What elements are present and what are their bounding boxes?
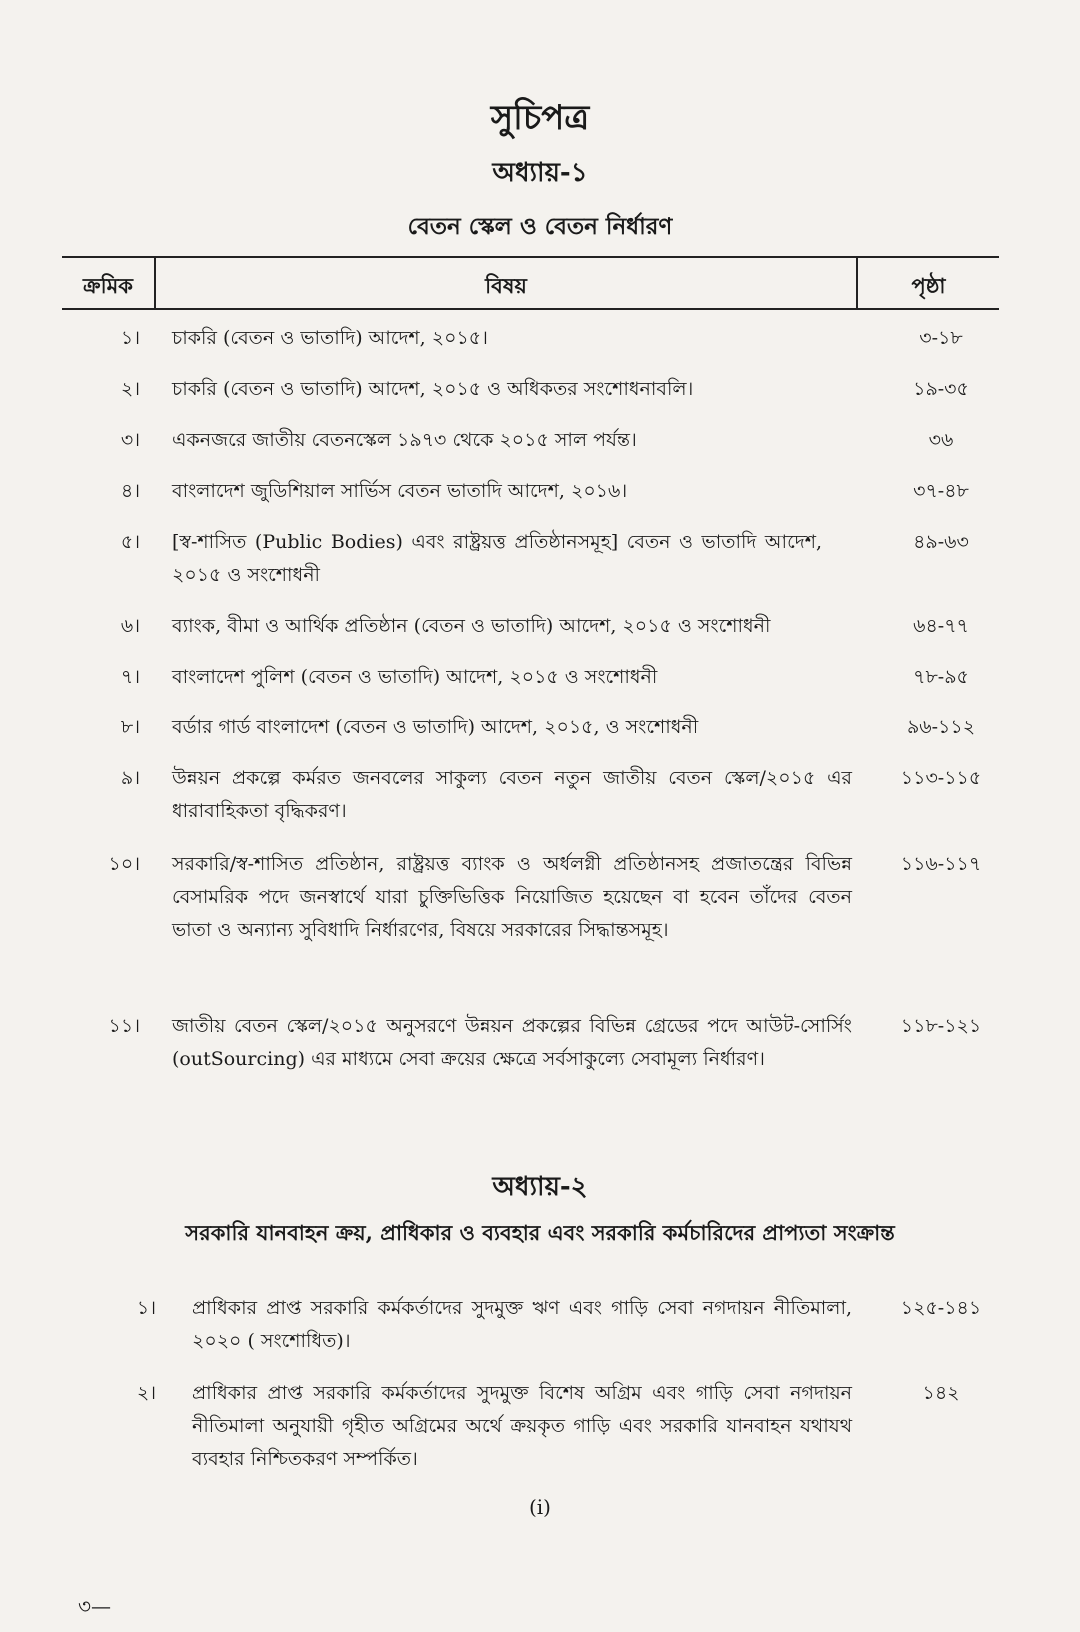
entry-number: ৬। bbox=[120, 615, 140, 637]
entry-page: ৩৭-৪৮ bbox=[913, 480, 969, 502]
entry-title: চাকরি (বেতন ও ভাতাদি) আদেশ, ২০১৫। bbox=[172, 327, 488, 349]
entry-page: ১১৩-১১৫ bbox=[900, 767, 982, 789]
entry-title: ব্যাংক, বীমা ও আর্থিক প্রতিষ্ঠান (বেতন ও ভাতাদি) আদেশ, ২০১৫ ও সংশোধনী bbox=[172, 615, 771, 637]
entry-number: ৫। bbox=[120, 531, 140, 553]
chapter-1-subheading: বেতন স্কেল ও বেতন নির্ধারণ bbox=[407, 213, 673, 240]
entry-number: ২। bbox=[136, 1382, 156, 1404]
column-header-page: পৃষ্ঠা bbox=[911, 273, 946, 298]
entry-title: প্রাধিকার প্রাপ্ত সরকারি কর্মকর্তাদের সুদমুক্ত ঋণ এবং গাড়ি সেবা নগদায়ন নীতিমালা, ২০২০ ( সংশোধিত)। bbox=[192, 1297, 852, 1352]
entry-number: ১। bbox=[120, 327, 140, 349]
entry-number: ১০। bbox=[108, 853, 140, 875]
entry-title: উন্নয়ন প্রকল্পে কর্মরত জনবলের সাকুল্য বেতন নতুন জাতীয় বেতন স্কেল/২০১৫ এর ধারাবাহিকতা বৃদ্ধিকরণ। bbox=[172, 767, 852, 822]
chapter-2-subheading: সরকারি যানবাহন ক্রয়, প্রাধিকার ও ব্যবহার এবং সরকারি কর্মচারিদের প্রাপ্যতা সংক্রান্ত bbox=[185, 1220, 895, 1245]
entry-page: ১২৫-১৪১ bbox=[900, 1297, 982, 1319]
column-header-subject: বিষয় bbox=[485, 273, 527, 298]
entry-page: ৯৬-১১২ bbox=[906, 716, 976, 738]
entry-page: ১১৮-১২১ bbox=[900, 1015, 982, 1037]
entry-title: বাংলাদেশ জুডিশিয়াল সার্ভিস বেতন ভাতাদি আদেশ, ২০১৬। bbox=[172, 480, 628, 502]
entry-page: ১৯-৩৫ bbox=[913, 378, 969, 400]
entry-title: জাতীয় বেতন স্কেল/২০১৫ অনুসরণে উন্নয়ন প্রকল্পের বিভিন্ন গ্রেডের পদে আউট-সোর্সিং (outSourcing) এর মাধ্যমে সেবা ক্রয়ের ক্ষেত্রে সর্বসাকুল্যে সেবামূল্য নির্ধারণ। bbox=[172, 1015, 852, 1070]
corner-mark: ৩— bbox=[78, 1594, 112, 1618]
entry-page: ১৪২ bbox=[922, 1382, 960, 1404]
entry-page: ৪৯-৬৩ bbox=[913, 531, 969, 553]
entry-page: ৩৬ bbox=[928, 429, 954, 451]
entry-title: সরকারি/স্ব-শাসিত প্রতিষ্ঠান, রাষ্ট্রয়ত্ত ব্যাংক ও অর্ধলগ্নী প্রতিষ্ঠানসহ প্রজাতন্ত্রের বিভিন্ন বেসামরিক পদে জনস্বার্থে যারা চুক্তিভিত্তিক নিয়োজিত হয়েছেন বা হবেন তাঁদের বেতন ভাতা ও অন্যান্য সুবিধাদি নির্ধারণের, বিষয়ে সরকারের সিদ্ধান্তসমূহ। bbox=[172, 853, 852, 941]
column-header-serial: ক্রমিক bbox=[83, 273, 133, 298]
entry-page: ১১৬-১১৭ bbox=[900, 853, 982, 875]
entry-number: ৪। bbox=[120, 480, 140, 502]
entry-number: ২। bbox=[120, 378, 140, 400]
entry-number: ১১। bbox=[108, 1015, 140, 1037]
entry-page: ৬৪-৭৭ bbox=[913, 615, 969, 637]
page-title: সুচিপত্র bbox=[490, 98, 590, 138]
table-top-rule bbox=[62, 256, 999, 258]
chapter-1-heading: অধ্যায়-১ bbox=[492, 158, 588, 188]
entry-number: ১। bbox=[136, 1297, 156, 1319]
entry-number: ৭। bbox=[120, 666, 140, 688]
entry-title: বর্ডার গার্ড বাংলাদেশ (বেতন ও ভাতাদি) আদেশ, ২০১৫, ও সংশোধনী bbox=[172, 716, 699, 738]
entry-page: ৭৮-৯৫ bbox=[913, 666, 969, 688]
entry-title: চাকরি (বেতন ও ভাতাদি) আদেশ, ২০১৫ ও অধিকতর সংশোধনাবলি। bbox=[172, 378, 694, 400]
entry-number: ৮। bbox=[120, 716, 140, 738]
entry-title: একনজরে জাতীয় বেতনস্কেল ১৯৭৩ থেকে ২০১৫ সাল পর্যন্ত। bbox=[172, 429, 637, 451]
page-number: (i) bbox=[528, 1495, 551, 1519]
entry-page: ৩-১৮ bbox=[919, 327, 963, 349]
entry-number: ৩। bbox=[120, 429, 140, 451]
entry-title: [স্ব-শাসিত (Public Bodies) এবং রাষ্ট্রয়ত্ত প্রতিষ্ঠানসমূহ] বেতন ও ভাতাদি আদেশ, ২০১৫ ও সংশোধনী bbox=[172, 531, 822, 586]
chapter-2-heading: অধ্যায়-২ bbox=[492, 1172, 588, 1202]
entry-title: প্রাধিকার প্রাপ্ত সরকারি কর্মকর্তাদের সুদমুক্ত বিশেষ অগ্রিম এবং গাড়ি সেবা নগদায়ন নীতিমালা অনুযায়ী গৃহীত অগ্রিমের অর্থে ক্রয়কৃত গাড়ি এবং সরকারি যানবাহন যথাযথ ব্যবহার নিশ্চিতকরণ সম্পর্কিত। bbox=[192, 1382, 852, 1470]
entry-number: ৯। bbox=[120, 767, 140, 789]
entry-title: বাংলাদেশ পুলিশ (বেতন ও ভাতাদি) আদেশ, ২০১৫ ও সংশোধনী bbox=[172, 666, 658, 688]
table-header-rule bbox=[62, 308, 999, 310]
